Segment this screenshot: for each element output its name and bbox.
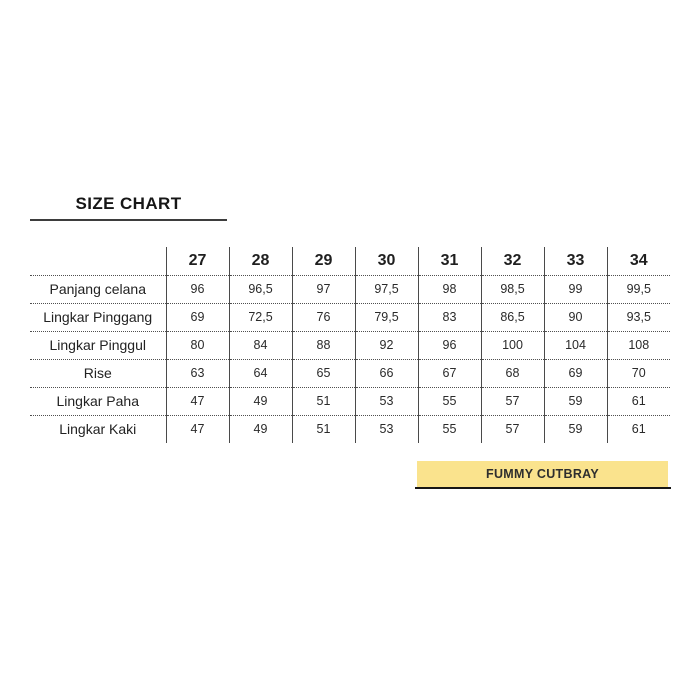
cell: 86,5 <box>481 303 544 331</box>
cell: 69 <box>544 359 607 387</box>
row-label: Lingkar Kaki <box>59 421 137 438</box>
cell: 96 <box>418 331 481 359</box>
row-label: Panjang celana <box>30 275 166 303</box>
row-label: Rise <box>30 359 166 387</box>
product-name-banner: FUMMY CUTBRAY <box>417 461 668 487</box>
cell: 98,5 <box>481 275 544 303</box>
table-row <box>30 359 670 387</box>
cell: 61 <box>607 415 670 443</box>
banner-underline <box>415 487 671 489</box>
cell: 64 <box>229 359 292 387</box>
cell: 90 <box>544 303 607 331</box>
page-title: SIZE CHART <box>30 194 227 221</box>
cell: 63 <box>166 359 229 387</box>
cell: 72,5 <box>229 303 292 331</box>
cell: 104 <box>544 331 607 359</box>
size-column-header: 34 <box>607 247 670 275</box>
table-row <box>30 275 670 303</box>
cell: 53 <box>355 415 418 443</box>
header-row <box>30 247 670 275</box>
cell: 108 <box>607 331 670 359</box>
size-column-header: 29 <box>292 247 355 275</box>
cell: 96 <box>166 275 229 303</box>
cell: 55 <box>418 415 481 443</box>
table-row <box>30 387 670 415</box>
size-column-header: 32 <box>481 247 544 275</box>
cell: 61 <box>607 387 670 415</box>
size-column-header: 31 <box>418 247 481 275</box>
cell: 79,5 <box>355 303 418 331</box>
size-chart-table <box>30 247 670 443</box>
cell: 47 <box>166 387 229 415</box>
cell: 88 <box>292 331 355 359</box>
cell: 99,5 <box>607 275 670 303</box>
cell: 59 <box>544 387 607 415</box>
cell: 97,5 <box>355 275 418 303</box>
cell: 47 <box>166 415 229 443</box>
cell: 70 <box>607 359 670 387</box>
cell: 51 <box>292 387 355 415</box>
cell: 68 <box>481 359 544 387</box>
cell: 76 <box>292 303 355 331</box>
cell: 99 <box>544 275 607 303</box>
row-label: Lingkar Pinggang <box>30 303 166 331</box>
cell: 80 <box>166 331 229 359</box>
cell: 65 <box>292 359 355 387</box>
cell: 69 <box>166 303 229 331</box>
cell: 57 <box>481 387 544 415</box>
row-label: Lingkar Pinggul <box>30 331 166 359</box>
size-column-header: 33 <box>544 247 607 275</box>
cell: 98 <box>418 275 481 303</box>
cell: 96,5 <box>229 275 292 303</box>
row-label: Lingkar Paha <box>30 387 166 415</box>
corner-cell <box>30 247 166 275</box>
cell: 59 <box>544 415 607 443</box>
cell: 66 <box>355 359 418 387</box>
cell: 93,5 <box>607 303 670 331</box>
table-row <box>30 415 670 443</box>
cell: 97 <box>292 275 355 303</box>
table-row <box>30 331 670 359</box>
cell: 49 <box>229 387 292 415</box>
size-column-header: 27 <box>166 247 229 275</box>
cell: 49 <box>229 415 292 443</box>
cell: 84 <box>229 331 292 359</box>
cell: 55 <box>418 387 481 415</box>
cell: 83 <box>418 303 481 331</box>
size-column-header: 30 <box>355 247 418 275</box>
cell: 100 <box>481 331 544 359</box>
cell: 51 <box>292 415 355 443</box>
cell: 53 <box>355 387 418 415</box>
size-column-header: 28 <box>229 247 292 275</box>
table-row <box>30 303 670 331</box>
cell: 67 <box>418 359 481 387</box>
cell: 57 <box>481 415 544 443</box>
cell: 92 <box>355 331 418 359</box>
